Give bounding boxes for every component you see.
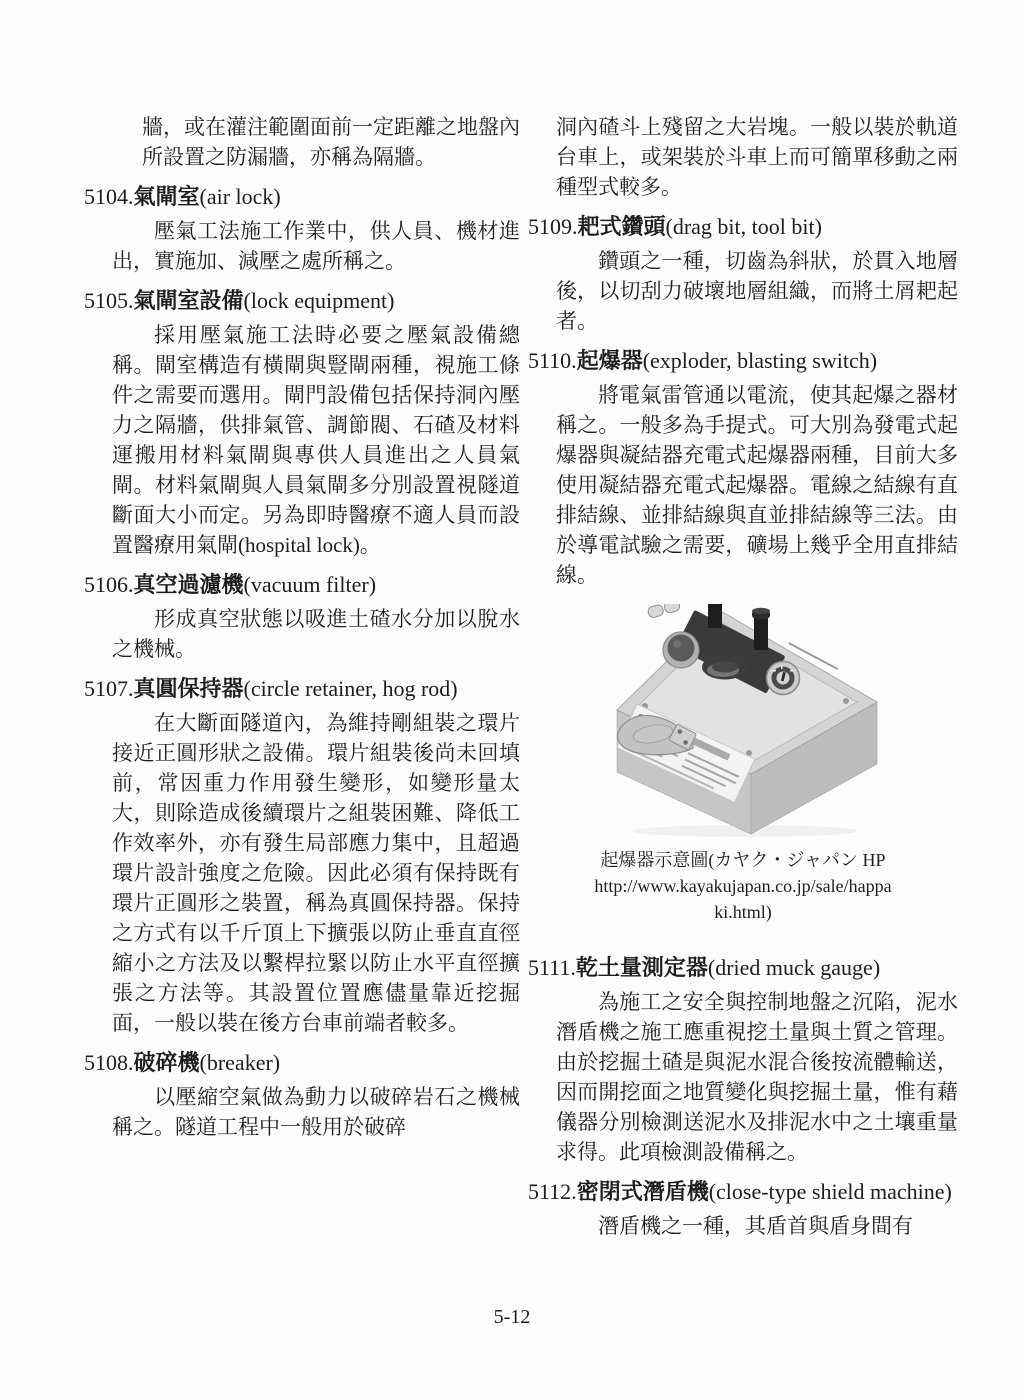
figure-caption [593,847,893,925]
entry-number: 5106. [84,572,134,597]
entry-5111 [528,953,958,1167]
left-column [84,112,520,1142]
entry-body: 以壓縮空氣做為動力以破碎岩石之機械稱之。隧道工程中一般用於破碎 [112,1085,520,1139]
entry-header [84,182,520,212]
entry-number: 5111. [528,955,576,980]
exploder-device-illustration [593,604,893,839]
entry-number: 5105. [84,288,134,313]
entry-term: 氣閘室設備 [133,288,244,313]
entry-header [84,570,520,600]
oval-recess [702,655,748,680]
page-number: 5-12 [493,1306,531,1328]
entry-english: (vacuum filter) [243,572,377,597]
exploder-photo [593,604,893,839]
entry-header [84,286,520,316]
exploder-figure [593,604,893,925]
entry-term: 真空過濾機 [133,572,244,597]
entry-body: 壓氣工法施工作業中，供人員、機材進出，實施加、減壓之處所稱之。 [112,219,520,273]
figure-caption-source: 起爆器示意圖(カヤク・ジャパン HP [600,850,886,870]
entry-header [528,953,958,983]
entry-term: 耙式鑽頭 [577,214,666,239]
entry-number: 5108. [84,1050,134,1075]
entry-english: (drag bit, tool bit) [665,214,822,239]
push-button [663,632,699,668]
terminal-post [752,608,770,650]
entry-body: 潛盾機之一種，其盾首與盾身間有 [598,1214,913,1238]
entry-5104 [84,182,520,276]
entry-english: (circle retainer, hog rod) [243,676,458,701]
entry-term: 乾土量測定器 [575,955,708,980]
entry-5109 [528,212,958,336]
terminal-post [706,604,724,628]
entry-term: 密閉式潛盾機 [576,1179,709,1204]
entry-body: 形成真空狀態以吸進土碴水分加以脫水之機械。 [112,607,520,661]
entry-english: (breaker) [199,1050,281,1075]
figure-caption-url: http://www.kayakujapan.co.jp/sale/happaki.html) [594,876,892,922]
entry-english: (air lock) [199,184,281,209]
entry-5110 [528,346,958,590]
panel-screw [843,698,849,704]
entry-5107 [84,674,520,1038]
entry-english: (lock equipment) [243,288,395,313]
entry-number: 5104. [84,184,134,209]
entry-header [528,346,958,376]
entry-english: (close-type shield machine) [708,1179,952,1204]
key-switch [767,662,800,695]
right-column [528,112,958,1241]
entry-body: 為施工之安全與控制地盤之沉陷，泥水潛盾機之施工應重視挖土量與土質之管理。由於挖掘土碴是與泥水混合後按流體輸送，因而開挖面之地質變化與挖掘土量，惟有藉儀器分別檢測送泥水及排泥水中之土壤重量求得。此項檢測設備稱之。 [556,990,958,1164]
entry-5106 [84,570,520,664]
entry-term: 起爆器 [576,348,643,373]
entry-header [84,674,520,704]
continued-paragraph: 洞內碴斗上殘留之大岩塊。一般以裝於軌道台車上，或架裝於斗車上而可簡單移動之兩種型式較多。 [556,115,958,199]
entry-body: 在大斷面隧道內，為維持剛組裝之環片接近正圓形狀之設備。環片組裝後尚未回填前，常因重力作用發生變形，如變形量太大，則除造成後續環片之組裝困難、降低工作效率外，亦有發生局部應力集中，且超過環片設計強度之危險。因此必須有保持既有環片正圓形之裝置，稱為真圓保持器。保持之方式有以千斤頂上下擴張以防止垂直直徑縮小之方法及以繫桿拉緊以防止水平直徑擴張之方法等。其設置位置應儘量靠近挖掘面，一般以裝在後方台車前端者較多。 [112,711,520,1035]
entry-number: 5109. [528,214,578,239]
entry-header [528,212,958,242]
entry-number: 5110. [528,348,577,373]
entry-body: 採用壓氣施工法時必要之壓氣設備總稱。閘室構造有橫閘與豎閘兩種，視施工條件之需要而選用。閘門設備包括保持洞內壓力之隔牆，供排氣管、調節閥、石碴及材料運搬用材料氣閘與專供人員進出之人員氣閘。材料氣閘與人員氣閘多分別設置視隧道斷面大小而定。另為即時醫療不適人員而設置醫療用氣閘(hospital lock)。 [112,323,520,557]
entry-header [528,1177,958,1207]
entry-5108 [84,1048,520,1142]
entry-term: 真圓保持器 [133,676,244,701]
entry-english: (exploder, blasting switch) [642,348,878,373]
entry-number: 5107. [84,676,134,701]
entry-body: 鑽頭之一種，切齒為斜狀，於貫入地層後，以切刮力破壞地層組織，而將土屑耙起者。 [556,249,958,333]
continued-paragraph: 牆，或在灌注範圍面前一定距離之地盤內所設置之防漏牆，亦稱為隔牆。 [142,115,520,169]
rear-clasp [647,604,681,619]
entry-body: 將電氣雷管通以電流，使其起爆之器材稱之。一般多為手提式。可大別為發電式起爆器與凝結器充電式起爆器兩種，目前大多使用凝結器充電式起爆器。電線之結線有直排結線、並排結線與直並排結線等三法。由於導電試驗之需要，礦場上幾乎全用直排結線。 [556,383,958,587]
entry-english: (dried muck gauge) [707,955,881,980]
entry-term: 破碎機 [133,1050,200,1075]
entry-5105 [84,286,520,560]
entry-header [84,1048,520,1078]
entry-5112 [528,1177,958,1241]
entry-term: 氣閘室 [133,184,200,209]
entry-number: 5112. [528,1179,577,1204]
